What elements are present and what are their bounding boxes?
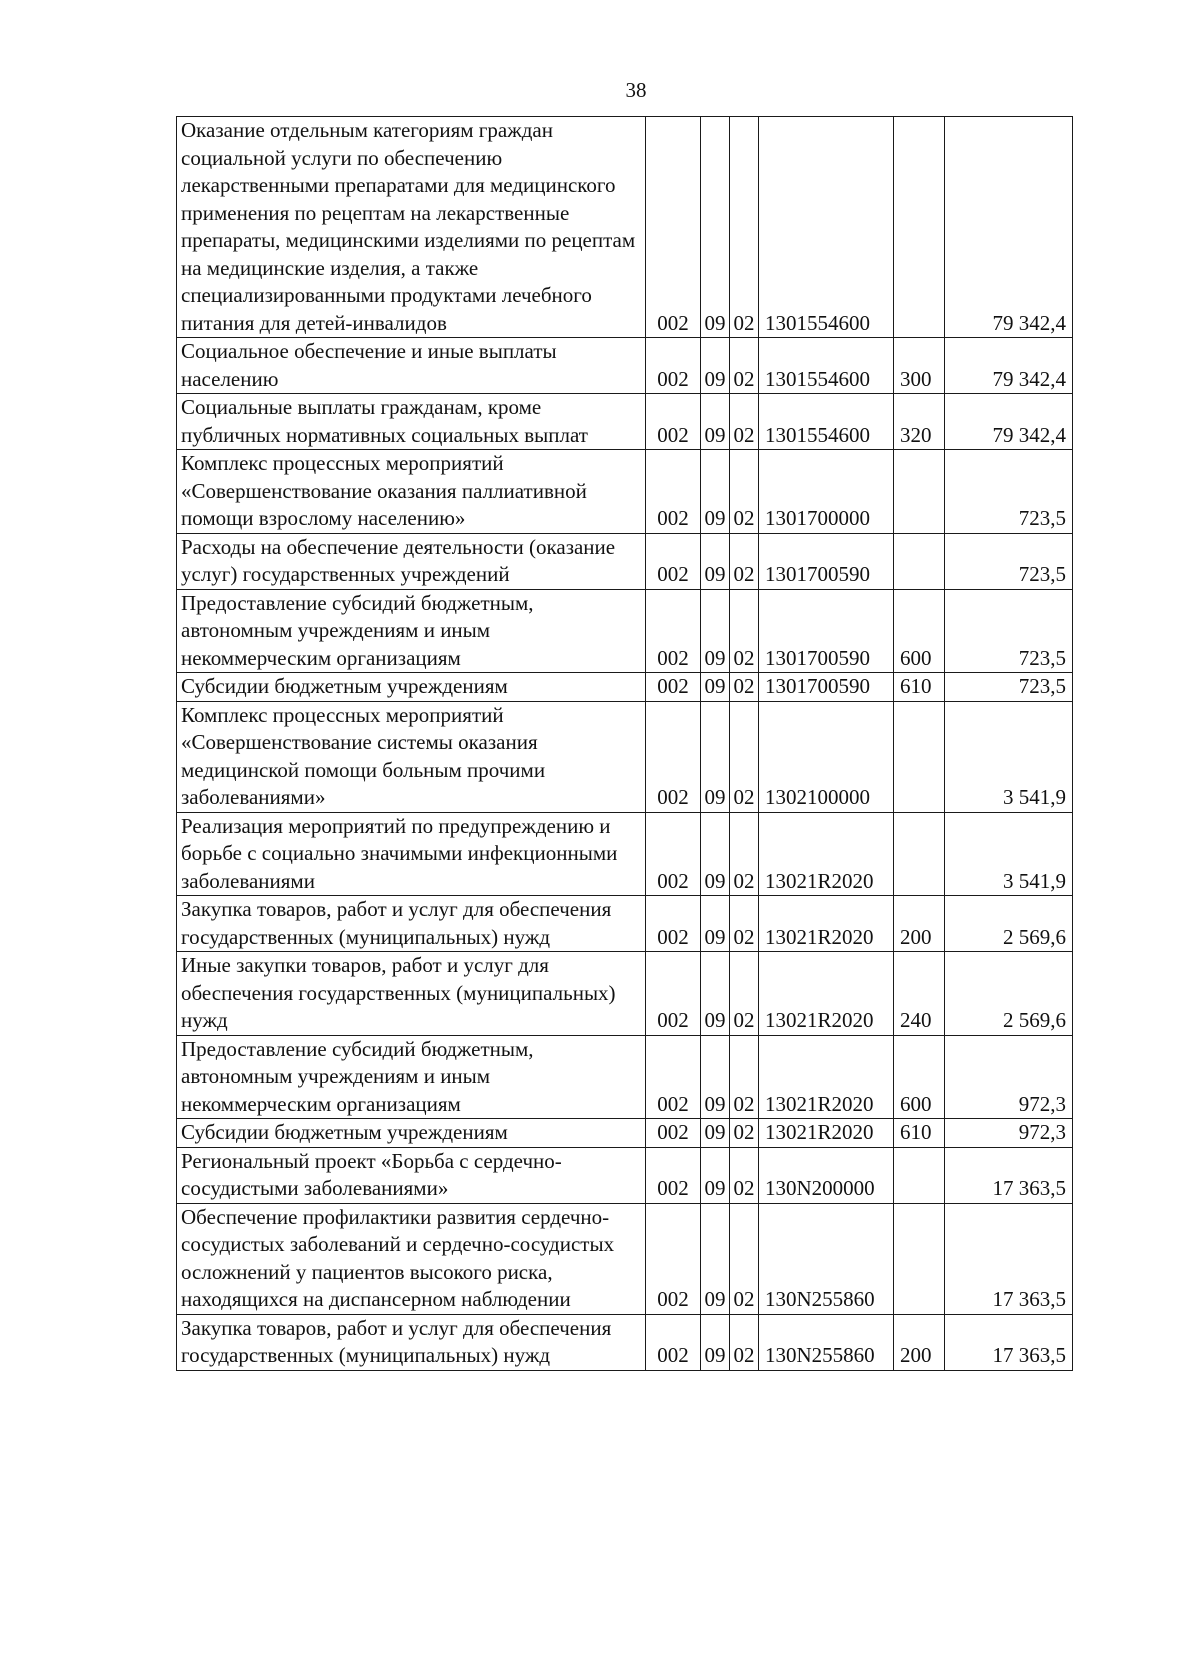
- grbs-code-cell: 002: [646, 1203, 701, 1314]
- row-name-cell: Закупка товаров, работ и услуг для обеспечения государственных (муниципальных) нужд: [177, 1314, 646, 1370]
- section-code-cell: 09: [701, 394, 730, 450]
- grbs-code-cell: 002: [646, 394, 701, 450]
- amount-cell: 3 541,9: [945, 701, 1073, 812]
- grbs-code-cell: 002: [646, 952, 701, 1036]
- grbs-code-cell: 002: [646, 1314, 701, 1370]
- table-row: [177, 589, 1073, 673]
- table-row: [177, 1119, 1073, 1148]
- expense-type-cell: 320: [894, 394, 945, 450]
- table-row: [177, 338, 1073, 394]
- row-name-cell: Социальное обеспечение и иные выплаты населению: [177, 338, 646, 394]
- table-row: [177, 1147, 1073, 1203]
- target-article-cell: 13021R2020: [759, 812, 894, 896]
- target-article-cell: 1301554600: [759, 394, 894, 450]
- amount-cell: 2 569,6: [945, 896, 1073, 952]
- table-row: [177, 533, 1073, 589]
- grbs-code-cell: 002: [646, 1035, 701, 1119]
- section-code-cell: 09: [701, 1314, 730, 1370]
- table-row: [177, 117, 1073, 338]
- expense-type-cell: [894, 450, 945, 534]
- target-article-cell: 130N255860: [759, 1203, 894, 1314]
- subsection-code-cell: 02: [730, 450, 759, 534]
- expense-type-cell: 600: [894, 1035, 945, 1119]
- section-code-cell: 09: [701, 1119, 730, 1148]
- amount-cell: 79 342,4: [945, 117, 1073, 338]
- amount-cell: 79 342,4: [945, 338, 1073, 394]
- grbs-code-cell: 002: [646, 117, 701, 338]
- expense-type-cell: [894, 701, 945, 812]
- expense-type-cell: 600: [894, 589, 945, 673]
- subsection-code-cell: 02: [730, 673, 759, 702]
- budget-table-body: [177, 117, 1073, 1371]
- page-number: 38: [625, 78, 647, 102]
- subsection-code-cell: 02: [730, 952, 759, 1036]
- row-name-cell: Обеспечение профилактики развития сердечно-сосудистых заболеваний и сердечно-сосудистых осложнений у пациентов высокого риска, находящихся на диспансерном наблюдении: [177, 1203, 646, 1314]
- amount-cell: 17 363,5: [945, 1147, 1073, 1203]
- section-code-cell: 09: [701, 1147, 730, 1203]
- target-article-cell: 13021R2020: [759, 1119, 894, 1148]
- row-name-cell: Социальные выплаты гражданам, кроме публичных нормативных социальных выплат: [177, 394, 646, 450]
- table-row: [177, 1203, 1073, 1314]
- table-row: [177, 952, 1073, 1036]
- expense-type-cell: [894, 812, 945, 896]
- target-article-cell: 1301700590: [759, 673, 894, 702]
- subsection-code-cell: 02: [730, 1314, 759, 1370]
- grbs-code-cell: 002: [646, 589, 701, 673]
- target-article-cell: 13021R2020: [759, 896, 894, 952]
- expense-type-cell: 300: [894, 338, 945, 394]
- amount-cell: 79 342,4: [945, 394, 1073, 450]
- table-row: [177, 673, 1073, 702]
- target-article-cell: 1301554600: [759, 338, 894, 394]
- expense-type-cell: 240: [894, 952, 945, 1036]
- target-article-cell: 1301700590: [759, 589, 894, 673]
- section-code-cell: 09: [701, 450, 730, 534]
- table-row: [177, 450, 1073, 534]
- subsection-code-cell: 02: [730, 338, 759, 394]
- row-name-cell: Предоставление субсидий бюджетным, автономным учреждениям и иным некоммерческим организациям: [177, 1035, 646, 1119]
- table-row: [177, 896, 1073, 952]
- target-article-cell: 1302100000: [759, 701, 894, 812]
- subsection-code-cell: 02: [730, 701, 759, 812]
- row-name-cell: Субсидии бюджетным учреждениям: [177, 1119, 646, 1148]
- subsection-code-cell: 02: [730, 1147, 759, 1203]
- section-code-cell: 09: [701, 896, 730, 952]
- amount-cell: 723,5: [945, 533, 1073, 589]
- table-row: [177, 1035, 1073, 1119]
- amount-cell: 17 363,5: [945, 1314, 1073, 1370]
- grbs-code-cell: 002: [646, 338, 701, 394]
- row-name-cell: Расходы на обеспечение деятельности (оказание услуг) государственных учреждений: [177, 533, 646, 589]
- amount-cell: 723,5: [945, 673, 1073, 702]
- row-name-cell: Комплекс процессных мероприятий «Совершенствование оказания паллиативной помощи взрослому населению»: [177, 450, 646, 534]
- target-article-cell: 130N255860: [759, 1314, 894, 1370]
- grbs-code-cell: 002: [646, 533, 701, 589]
- grbs-code-cell: 002: [646, 896, 701, 952]
- target-article-cell: 130N200000: [759, 1147, 894, 1203]
- target-article-cell: 1301700000: [759, 450, 894, 534]
- section-code-cell: 09: [701, 533, 730, 589]
- section-code-cell: 09: [701, 589, 730, 673]
- grbs-code-cell: 002: [646, 1119, 701, 1148]
- row-name-cell: Комплекс процессных мероприятий «Совершенствование системы оказания медицинской помощи больным прочими заболеваниями»: [177, 701, 646, 812]
- section-code-cell: 09: [701, 812, 730, 896]
- grbs-code-cell: 002: [646, 701, 701, 812]
- amount-cell: 3 541,9: [945, 812, 1073, 896]
- section-code-cell: 09: [701, 673, 730, 702]
- subsection-code-cell: 02: [730, 812, 759, 896]
- row-name-cell: Предоставление субсидий бюджетным, автономным учреждениям и иным некоммерческим организациям: [177, 589, 646, 673]
- section-code-cell: 09: [701, 1203, 730, 1314]
- row-name-cell: Региональный проект «Борьба с сердечно-сосудистыми заболеваниями»: [177, 1147, 646, 1203]
- amount-cell: 723,5: [945, 589, 1073, 673]
- section-code-cell: 09: [701, 701, 730, 812]
- expense-type-cell: 610: [894, 1119, 945, 1148]
- section-code-cell: 09: [701, 338, 730, 394]
- table-row: [177, 701, 1073, 812]
- expense-type-cell: [894, 117, 945, 338]
- budget-table: [176, 116, 1073, 1371]
- expense-type-cell: [894, 533, 945, 589]
- section-code-cell: 09: [701, 952, 730, 1036]
- row-name-cell: Оказание отдельным категориям граждан социальной услуги по обеспечению лекарственными препаратами для медицинского применения по рецептам на лекарственные препараты, медицинскими изделиями по рецептам на медицинские изделия, а также специализированными продуктами лечебного питания для детей-инвалидов: [177, 117, 646, 338]
- table-row: [177, 812, 1073, 896]
- section-code-cell: 09: [701, 1035, 730, 1119]
- target-article-cell: 13021R2020: [759, 952, 894, 1036]
- expense-type-cell: [894, 1147, 945, 1203]
- expense-type-cell: 200: [894, 896, 945, 952]
- amount-cell: 972,3: [945, 1119, 1073, 1148]
- subsection-code-cell: 02: [730, 1035, 759, 1119]
- target-article-cell: 1301554600: [759, 117, 894, 338]
- table-row: [177, 1314, 1073, 1370]
- subsection-code-cell: 02: [730, 394, 759, 450]
- section-code-cell: 09: [701, 117, 730, 338]
- grbs-code-cell: 002: [646, 450, 701, 534]
- subsection-code-cell: 02: [730, 896, 759, 952]
- grbs-code-cell: 002: [646, 673, 701, 702]
- target-article-cell: 1301700590: [759, 533, 894, 589]
- amount-cell: 723,5: [945, 450, 1073, 534]
- table-row: [177, 394, 1073, 450]
- expense-type-cell: 200: [894, 1314, 945, 1370]
- row-name-cell: Закупка товаров, работ и услуг для обеспечения государственных (муниципальных) нужд: [177, 896, 646, 952]
- subsection-code-cell: 02: [730, 589, 759, 673]
- expense-type-cell: [894, 1203, 945, 1314]
- row-name-cell: Реализация мероприятий по предупреждению и борьбе с социально значимыми инфекционными заболеваниями: [177, 812, 646, 896]
- amount-cell: 972,3: [945, 1035, 1073, 1119]
- grbs-code-cell: 002: [646, 1147, 701, 1203]
- subsection-code-cell: 02: [730, 533, 759, 589]
- amount-cell: 17 363,5: [945, 1203, 1073, 1314]
- subsection-code-cell: 02: [730, 117, 759, 338]
- row-name-cell: Субсидии бюджетным учреждениям: [177, 673, 646, 702]
- amount-cell: 2 569,6: [945, 952, 1073, 1036]
- target-article-cell: 13021R2020: [759, 1035, 894, 1119]
- grbs-code-cell: 002: [646, 812, 701, 896]
- expense-type-cell: 610: [894, 673, 945, 702]
- subsection-code-cell: 02: [730, 1119, 759, 1148]
- row-name-cell: Иные закупки товаров, работ и услуг для обеспечения государственных (муниципальных) нужд: [177, 952, 646, 1036]
- subsection-code-cell: 02: [730, 1203, 759, 1314]
